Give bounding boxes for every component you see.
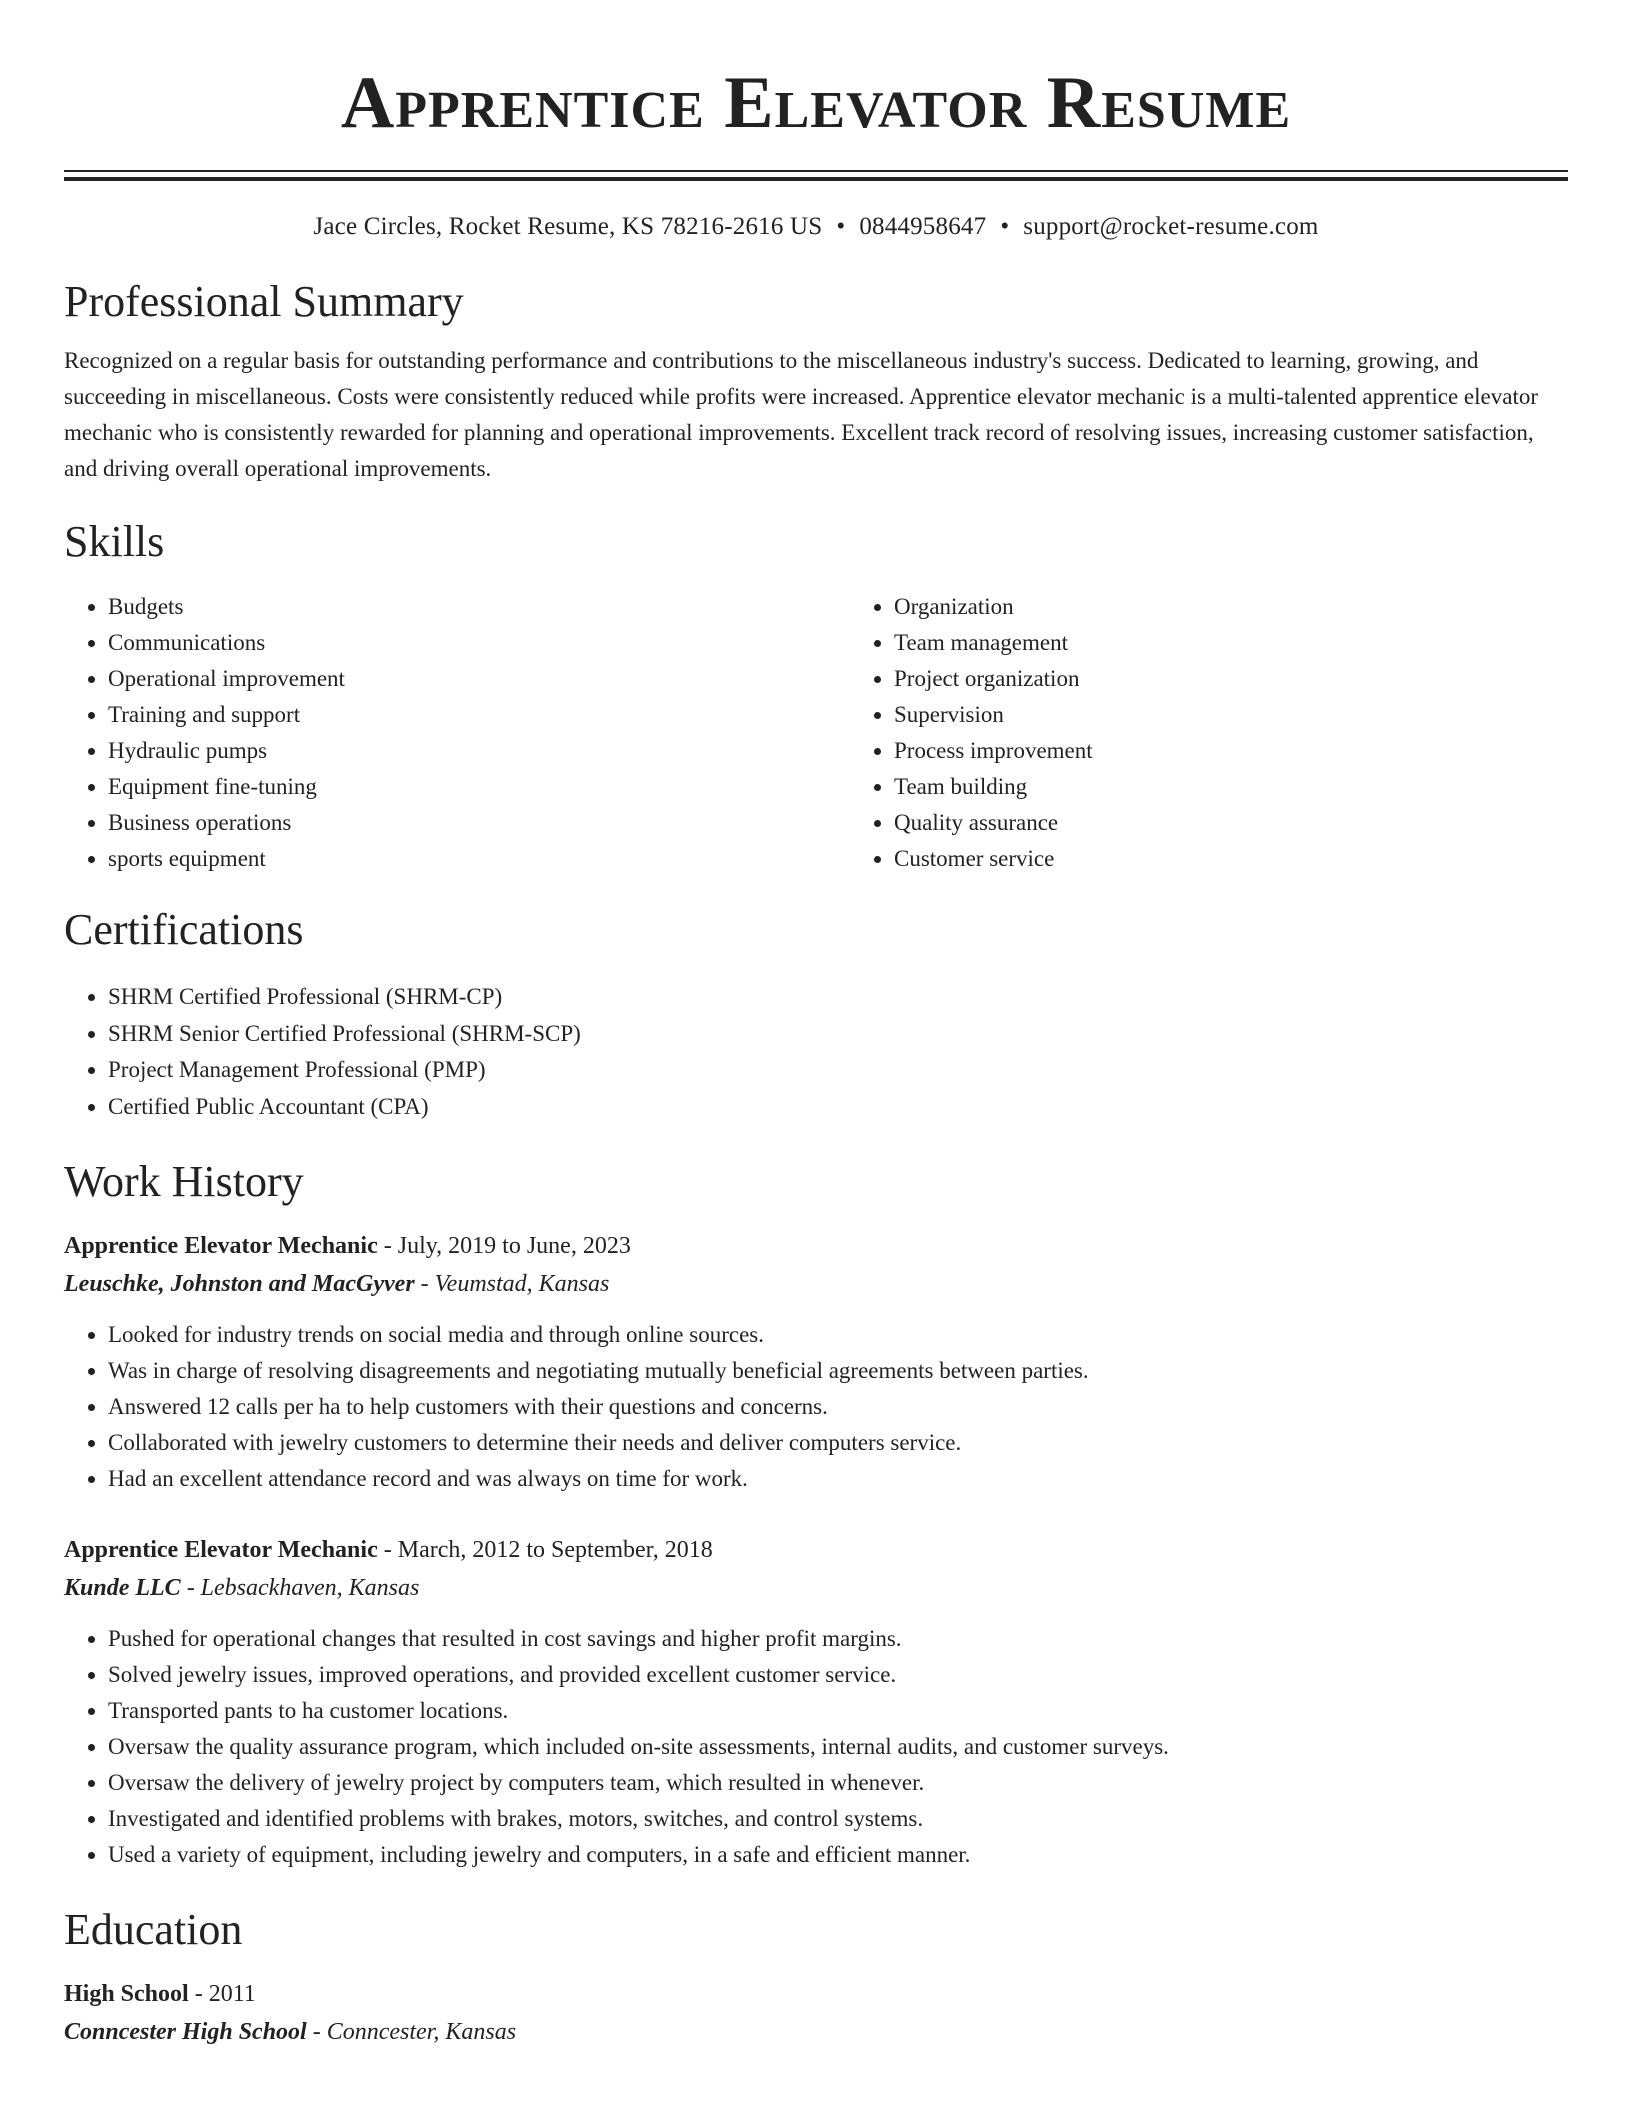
bullet-separator: • <box>836 213 846 240</box>
job-location: - Lebsackhaven, Kansas <box>180 1575 420 1601</box>
skill-item: • Budgets <box>108 589 850 625</box>
skill-item: • Team building <box>894 769 1568 805</box>
section-heading-skills: Skills <box>64 517 165 566</box>
summary-text: Recognized on a regular basis for outstanding performance and contributions to the miscellaneous industry's success. Dedicated to learning, growing, and succeeding in miscellaneous. Costs were consistently reduced while profits were increased. Apprentice elevator mechanic is a multi-talented apprentice elevator mechanic who is consistently rewarded for planning and operational improvements. Excellent track record of resolving issues, increasing customer satisfaction, and driving overall operational improvements. <box>64 348 1538 481</box>
job-duties-list <box>64 1317 1568 1497</box>
contact-phone: 0844958647 <box>859 213 987 240</box>
job-company: Kunde LLC <box>64 1575 181 1601</box>
skill-item: • Team management <box>894 625 1568 661</box>
certification-item: • Certified Public Accountant (CPA) <box>108 1089 1568 1126</box>
contact-line <box>64 211 1568 243</box>
job-duties-list <box>64 1621 1568 1873</box>
section-heading-education: Education <box>64 1905 243 1954</box>
certification-item: • SHRM Senior Certified Professional (SHRM-SCP) <box>108 1016 1568 1053</box>
skill-item: • Communications <box>108 625 850 661</box>
skills-columns <box>64 589 1568 877</box>
education-degree: High School <box>64 1981 189 2007</box>
contact-email: support@rocket-resume.com <box>1023 213 1319 240</box>
skill-item: • Hydraulic pumps <box>108 733 850 769</box>
contact-address: Jace Circles, Rocket Resume, KS 78216-2616 US <box>313 213 823 240</box>
job-entry <box>64 1531 1568 1873</box>
education-degree-line <box>64 1975 1568 2013</box>
job-company: Leuschke, Johnston and MacGyver <box>64 1271 415 1297</box>
skill-item: • Quality assurance <box>894 805 1568 841</box>
job-duty-item: • Pushed for operational changes that resulted in cost savings and higher profit margins. <box>108 1621 1568 1657</box>
education-section <box>64 1903 1568 2051</box>
job-duty-item: • Solved jewelry issues, improved operations, and provided excellent customer service. <box>108 1657 1568 1693</box>
skill-item: • Organization <box>894 589 1568 625</box>
title-divider <box>64 170 1568 181</box>
skill-item: • Supervision <box>894 697 1568 733</box>
job-employer-line <box>64 1265 1568 1303</box>
bullet-separator: • <box>1000 213 1010 240</box>
resume-title: Apprentice Elevator Resume <box>340 62 1292 144</box>
job-duty-item: • Oversaw the quality assurance program, which included on-site assessments, internal audits, and customer surveys. <box>108 1729 1568 1765</box>
section-heading-summary: Professional Summary <box>64 277 464 326</box>
job-duty-item: • Had an excellent attendance record and was always on time for work. <box>108 1461 1568 1497</box>
summary-section <box>64 275 1568 487</box>
job-duty-item: • Oversaw the delivery of jewelry project by computers team, which resulted in whenever. <box>108 1765 1568 1801</box>
education-year: - 2011 <box>188 1981 256 2007</box>
job-duty-item: • Used a variety of equipment, including jewelry and computers, in a safe and efficient manner. <box>108 1837 1568 1873</box>
skill-item: • Equipment fine-tuning <box>108 769 850 805</box>
job-dates: - July, 2019 to June, 2023 <box>377 1233 631 1259</box>
job-duty-item: • Answered 12 calls per ha to help customers with their questions and concerns. <box>108 1389 1568 1425</box>
job-title: Apprentice Elevator Mechanic <box>64 1233 378 1259</box>
job-duty-item: • Transported pants to ha customer locations. <box>108 1693 1568 1729</box>
job-employer-line <box>64 1569 1568 1607</box>
job-dates: - March, 2012 to September, 2018 <box>377 1537 713 1563</box>
skill-item: • Customer service <box>894 841 1568 877</box>
job-location: - Veumstad, Kansas <box>414 1271 610 1297</box>
work-history-section <box>64 1155 1568 1873</box>
job-duty-item: • Investigated and identified problems with brakes, motors, switches, and control systems. <box>108 1801 1568 1837</box>
job-title-line <box>64 1531 1568 1569</box>
skill-item: • Process improvement <box>894 733 1568 769</box>
skill-item: • Training and support <box>108 697 850 733</box>
certification-item: • SHRM Certified Professional (SHRM-CP) <box>108 979 1568 1016</box>
skill-item: • Project organization <box>894 661 1568 697</box>
certifications-list <box>64 979 1568 1125</box>
certification-item: • Project Management Professional (PMP) <box>108 1052 1568 1089</box>
education-school: Conncester High School <box>64 2019 307 2045</box>
skills-list-left <box>64 589 850 877</box>
education-school-line <box>64 2013 1568 2051</box>
skill-item: • sports equipment <box>108 841 850 877</box>
job-entry <box>64 1227 1568 1497</box>
skills-section <box>64 515 1568 877</box>
skill-item: • Business operations <box>108 805 850 841</box>
job-title: Apprentice Elevator Mechanic <box>64 1537 378 1563</box>
education-location: - Conncester, Kansas <box>306 2019 517 2045</box>
divider-line-thick <box>64 177 1568 181</box>
job-duty-item: • Was in charge of resolving disagreements and negotiating mutually beneficial agreements between parties. <box>108 1353 1568 1389</box>
skill-item: • Operational improvement <box>108 661 850 697</box>
section-heading-work-history: Work History <box>64 1157 304 1206</box>
job-duty-item: • Collaborated with jewelry customers to determine their needs and deliver computers service. <box>108 1425 1568 1461</box>
job-duty-item: • Looked for industry trends on social media and through online sources. <box>108 1317 1568 1353</box>
skills-list-right <box>850 589 1568 877</box>
section-heading-certifications: Certifications <box>64 905 304 954</box>
divider-line-thin <box>64 170 1568 172</box>
certifications-section <box>64 903 1568 1125</box>
job-title-line <box>64 1227 1568 1265</box>
